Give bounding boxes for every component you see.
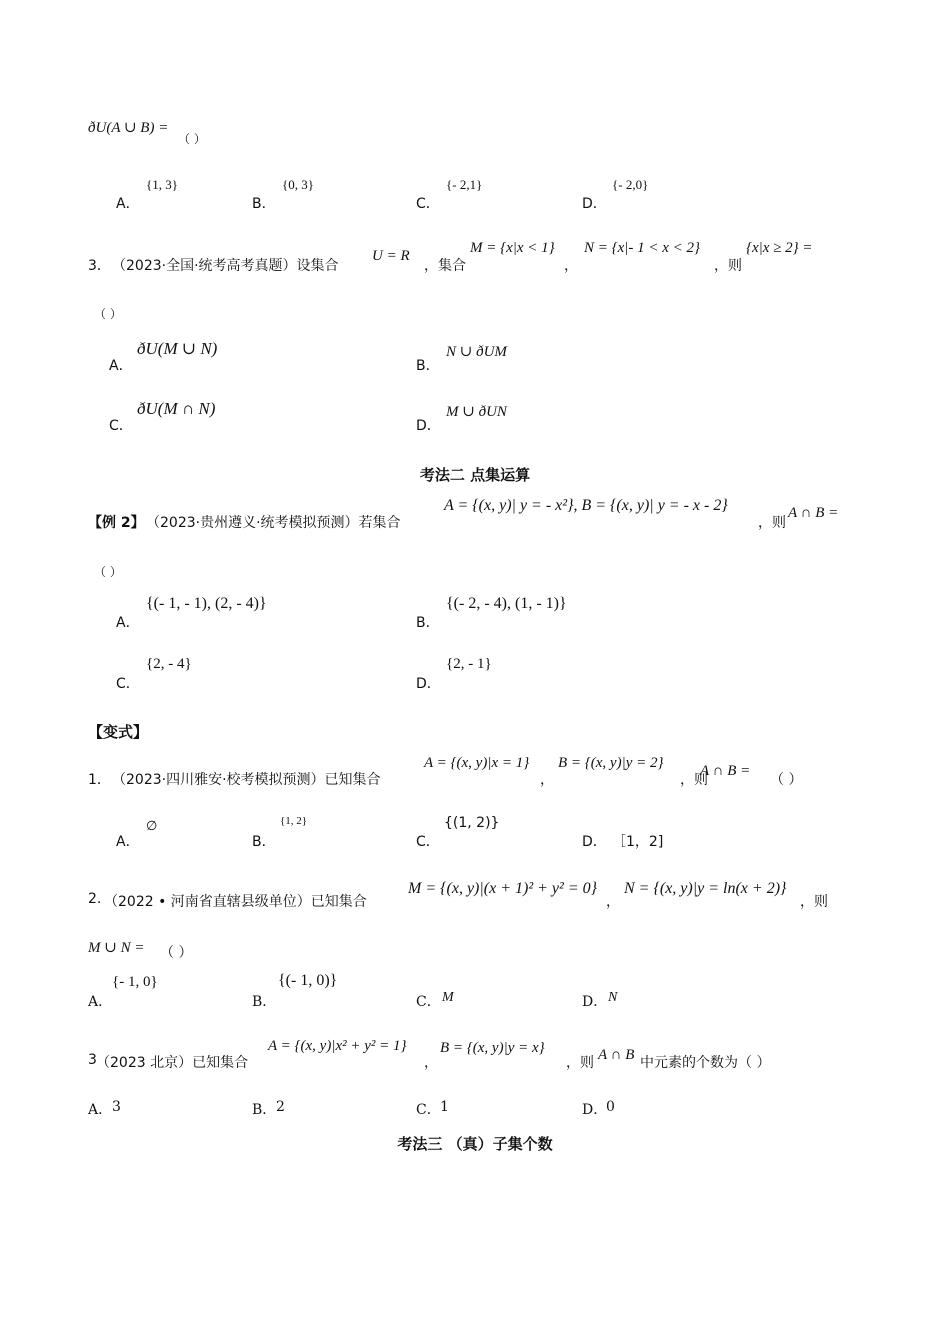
section-2-title: 考法二 点集运算 xyxy=(419,466,531,484)
v3-target: A ∩ B xyxy=(598,1047,635,1063)
q3-option-a-label: A． xyxy=(109,358,133,374)
v2-option-b-value: {(- 1, 0)} xyxy=(278,972,338,989)
q3-option-d-label: D． xyxy=(416,418,441,434)
v3-option-c-value: 1 xyxy=(440,1099,449,1115)
example-2-sets: A = {(x, y)| y = - x²}, B = {(x, y)| y = - x - 2} xyxy=(444,497,728,514)
q-prev-option-a-label: A． xyxy=(116,196,140,212)
v3-option-a-label: A． xyxy=(88,1102,113,1118)
q-prev-option-c-label: C． xyxy=(416,196,440,212)
example-2-option-c-label: C． xyxy=(116,676,140,692)
v3-option-d-value: 0 xyxy=(606,1099,615,1115)
v2-option-c-label: C． xyxy=(416,994,441,1010)
q-prev-stem: ðU(A ∪ B) = xyxy=(88,120,169,136)
v2-option-b-label: B． xyxy=(252,994,277,1010)
v2-target: M ∪ N = xyxy=(88,940,145,956)
v1-source: （2023·四川雅安·校考模拟预测）已知集合 xyxy=(112,772,381,788)
v3-option-b-value: 2 xyxy=(276,1099,285,1115)
q3-number: 3． xyxy=(88,258,111,274)
v1-option-c-value: {(1, 2)} xyxy=(444,815,500,831)
v1-option-a-value: ∅ xyxy=(146,818,158,833)
v1-option-c-label: C． xyxy=(416,834,440,850)
q3-source: （2023·全国·统考高考真题）设集合 xyxy=(112,258,339,274)
q-prev-option-b-label: B． xyxy=(252,196,276,212)
v3-option-c-label: C． xyxy=(416,1102,441,1118)
q3-then: ，则 xyxy=(714,258,742,274)
example-2-target: A ∩ B = xyxy=(788,505,839,521)
q3-set-n: N = {x|- 1 < x < 2} xyxy=(584,240,701,256)
example-2-option-d-label: D． xyxy=(416,676,441,692)
v1-set-a: A = {(x, y)|x = 1} xyxy=(424,755,530,771)
v3-option-b-label: B． xyxy=(252,1102,277,1118)
q-prev-option-b-value: {0, 3} xyxy=(282,177,314,192)
q3-option-a-value: ðU(M ∪ N) xyxy=(137,339,218,358)
v2-option-d-value: N xyxy=(608,990,618,1005)
v3-tail: 中元素的个数为（ ） xyxy=(640,1055,771,1071)
q3-option-d-value: M ∪ ðUN xyxy=(446,404,507,420)
v2-option-a-value: {- 1, 0} xyxy=(112,974,158,990)
q-prev-paren: （ ） xyxy=(178,132,206,146)
example-2-option-a-value: {(- 1, - 1), (2, - 4)} xyxy=(146,595,267,612)
v1-number: 1． xyxy=(88,772,111,788)
v1-separator: ， xyxy=(540,772,554,788)
q-prev-option-d-value: {- 2,0} xyxy=(612,177,649,192)
example-2-option-c-value: {2, - 4} xyxy=(146,656,192,672)
v1-option-d-value: ［1，2] xyxy=(612,834,664,850)
q3-separator: ， xyxy=(564,258,578,274)
v1-option-b-label: B． xyxy=(252,834,276,850)
q-prev-option-d-label: D． xyxy=(582,196,607,212)
q3-option-c-label: C． xyxy=(109,418,133,434)
q-prev-option-c-value: {- 2,1} xyxy=(446,177,483,192)
section-3-title: 考法三 （真）子集个数 xyxy=(397,1135,553,1153)
v2-source: （2022 • 河南省直辖县级单位）已知集合 xyxy=(104,894,367,910)
v2-set-n: N = {(x, y)|y = ln(x + 2)} xyxy=(624,880,787,897)
v1-set-b: B = {(x, y)|y = 2} xyxy=(558,755,664,771)
v3-number: 3 xyxy=(88,1052,97,1068)
q3-target: {x|x ≥ 2} = xyxy=(746,240,813,256)
v3-then: ，则 xyxy=(566,1055,594,1071)
example-2-then: ，则 xyxy=(758,515,786,531)
v2-paren: （ ） xyxy=(160,945,193,961)
v3-set-b: B = {(x, y)|y = x} xyxy=(440,1040,545,1056)
v3-set-a: A = {(x, y)|x² + y² = 1} xyxy=(268,1038,407,1054)
example-2-option-a-label: A． xyxy=(116,615,140,631)
v3-option-a-value: 3 xyxy=(112,1099,121,1115)
v2-set-m: M = {(x, y)|(x + 1)² + y² = 0} xyxy=(408,880,598,897)
q3-set-m: M = {x|x < 1} xyxy=(470,240,555,256)
v2-option-a-label: A． xyxy=(88,994,113,1010)
example-2-option-b-label: B． xyxy=(416,615,440,631)
v3-separator: ， xyxy=(424,1055,438,1071)
v2-option-d-label: D． xyxy=(582,994,608,1010)
v2-separator: ， xyxy=(606,894,620,910)
v1-option-a-label: A． xyxy=(116,834,140,850)
v1-paren: （ ） xyxy=(770,772,803,788)
q3-universe: U = R xyxy=(372,248,410,264)
v1-option-b-value: {1, 2} xyxy=(280,815,308,827)
q3-option-b-label: B． xyxy=(416,358,440,374)
v2-option-c-value: M xyxy=(442,990,454,1005)
example-2-option-d-value: {2, - 1} xyxy=(446,656,492,672)
q3-option-c-value: ðU(M ∩ N) xyxy=(137,399,216,418)
v1-target: A ∩ B = xyxy=(700,763,751,779)
v3-source: （2023 北京）已知集合 xyxy=(96,1055,249,1071)
v3-option-d-label: D． xyxy=(582,1102,608,1118)
v1-option-d-label: D． xyxy=(582,834,607,850)
q3-mid-text: ，集合 xyxy=(424,258,466,274)
example-2-tag: 【例 2】 xyxy=(88,515,145,531)
q3-paren: （ ） xyxy=(94,307,122,321)
v1-then: ，则 xyxy=(680,772,708,788)
q3-option-b-value: N ∪ ðUM xyxy=(446,344,507,360)
example-2-paren: （ ） xyxy=(94,565,122,579)
v2-then: ，则 xyxy=(800,894,828,910)
q-prev-option-a-value: {1, 3} xyxy=(146,177,178,192)
variant-title: 【变式】 xyxy=(88,723,149,741)
example-2-option-b-value: {(- 2, - 4), (1, - 1)} xyxy=(446,595,567,612)
example-2-source: （2023·贵州遵义·统考模拟预测）若集合 xyxy=(146,515,401,531)
v2-number: 2. xyxy=(88,891,102,907)
